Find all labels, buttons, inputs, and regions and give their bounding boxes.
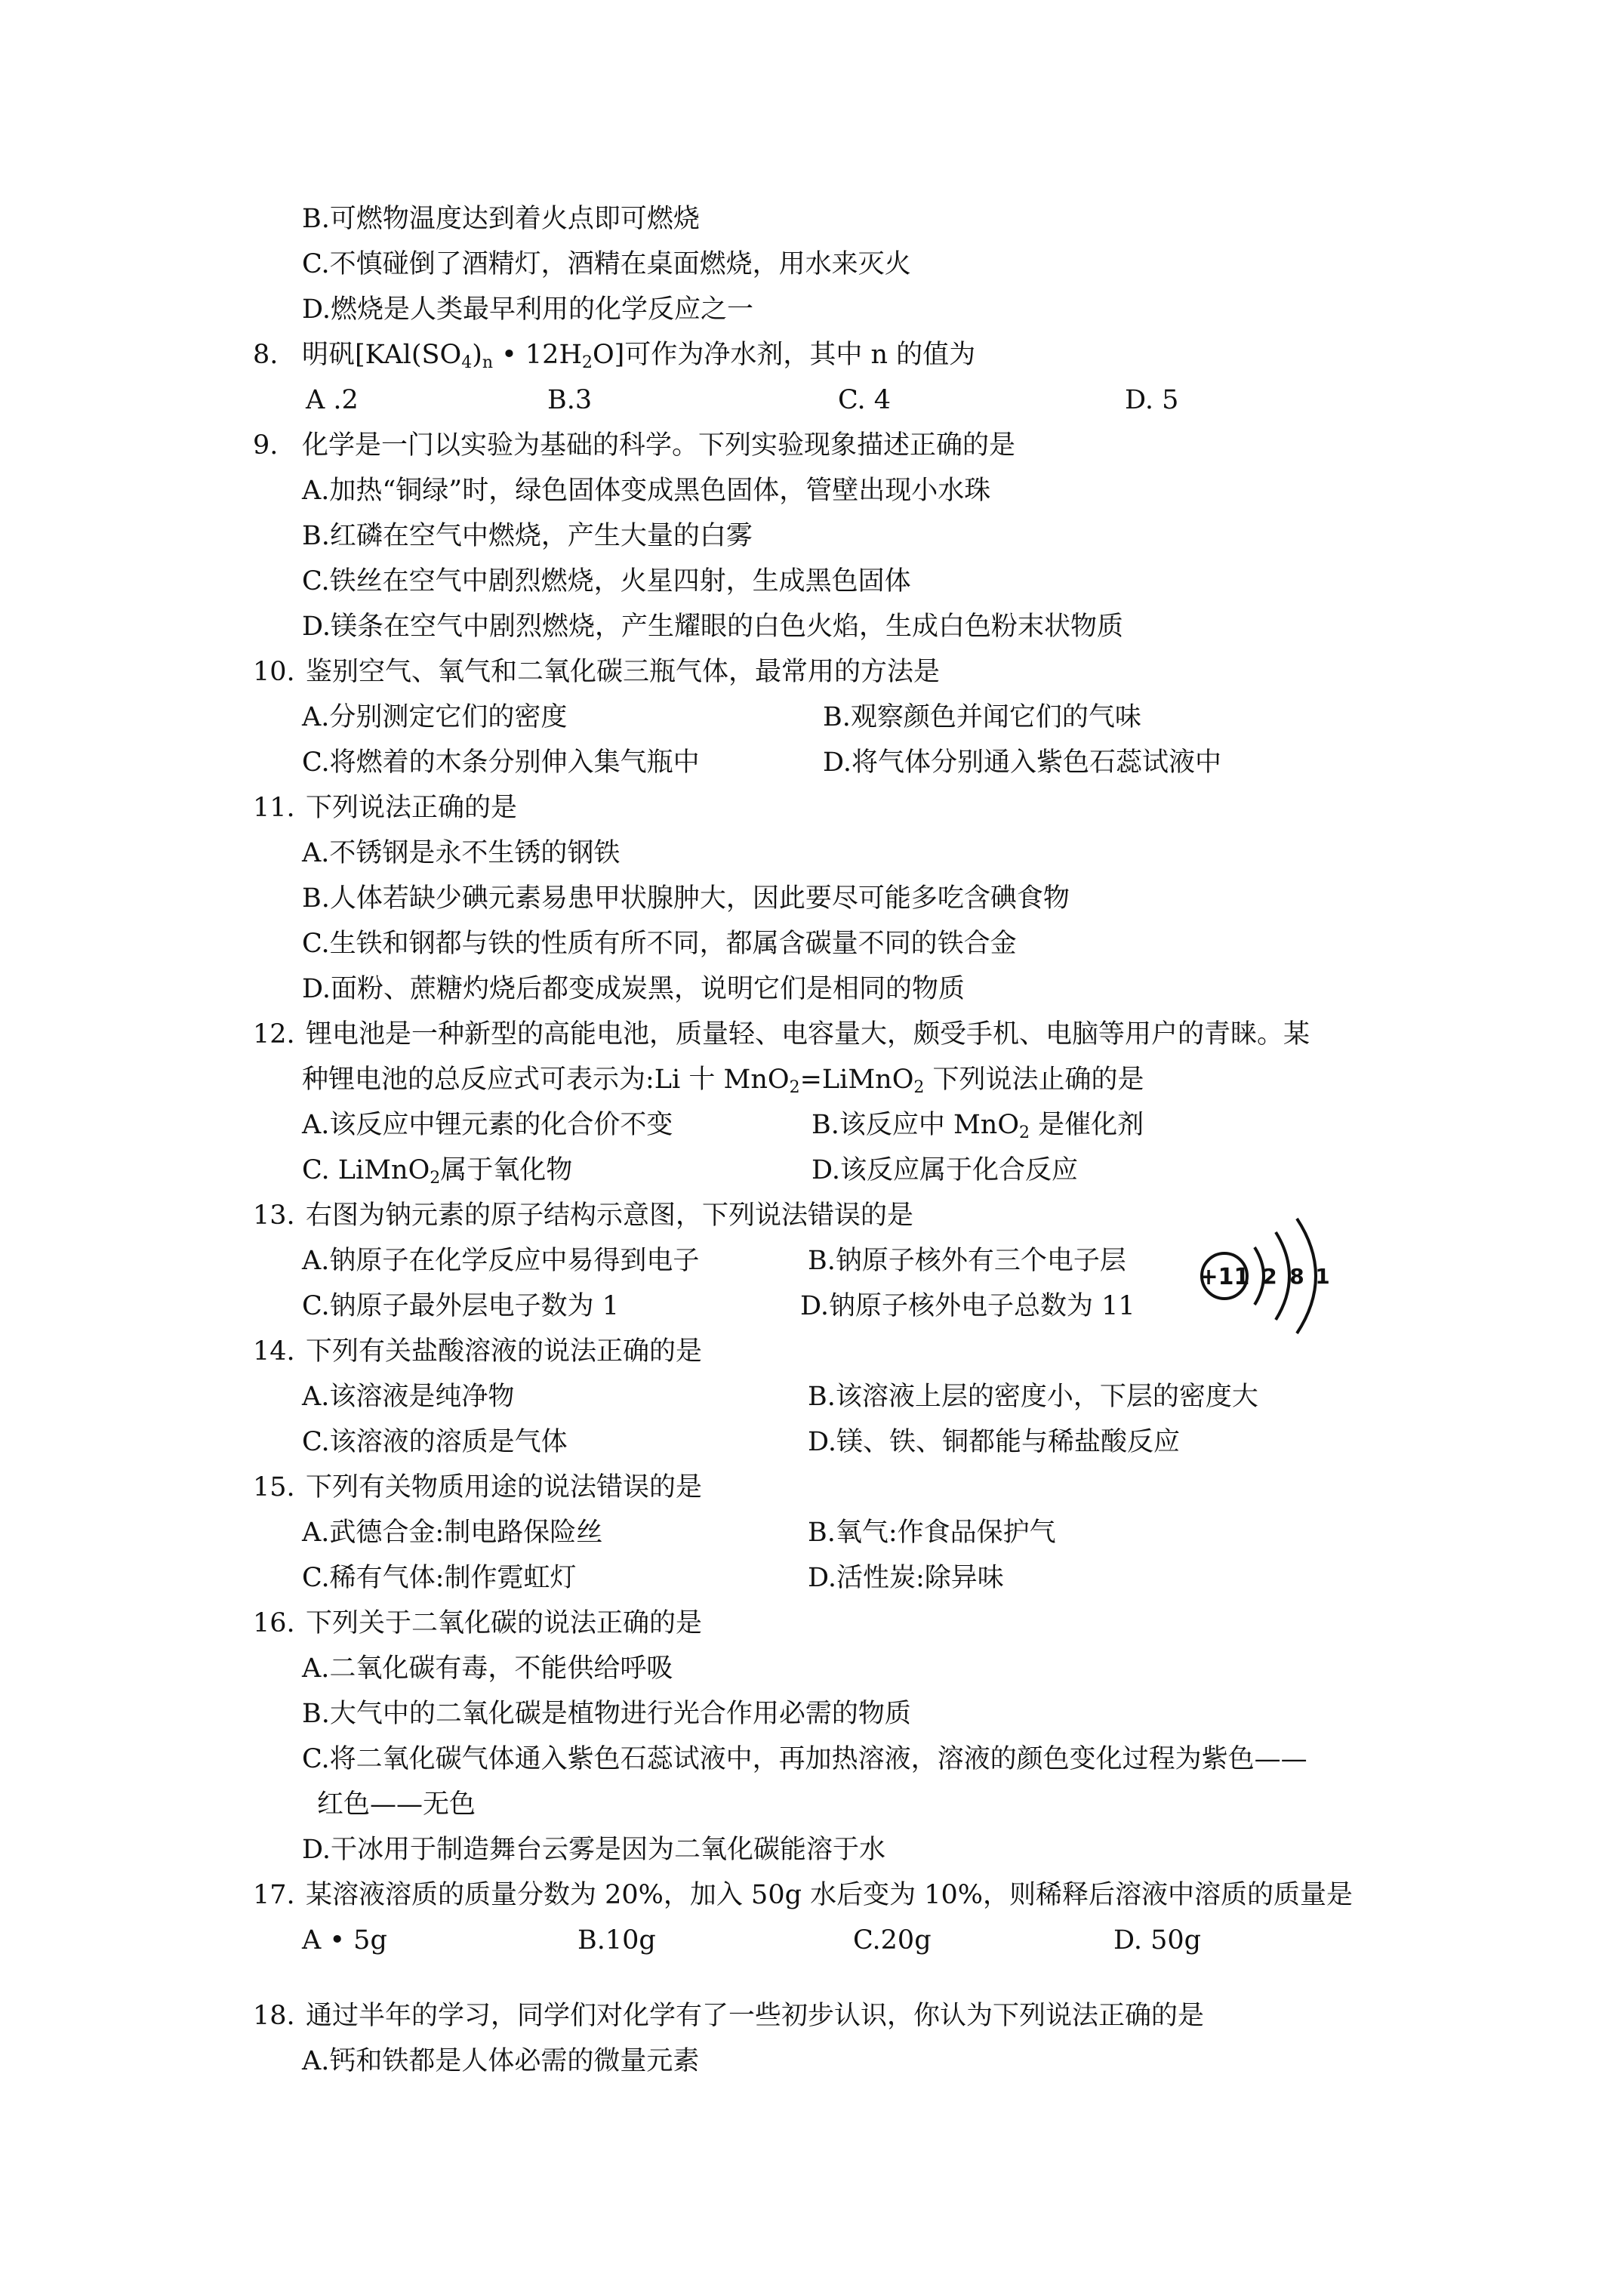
- q17-number: 17.: [253, 1880, 295, 1910]
- q16-number: 16.: [253, 1608, 295, 1638]
- q16-option-c-line1: C.将二氧化碳气体通入紫色石蕊试液中，再加热溶液，溶液的颜色变化过程为紫色——: [302, 1744, 1307, 1774]
- q18-option-a: A.钙和铁都是人体必需的微量元素: [302, 2046, 700, 2076]
- q13-option-d: D.钠原子核外电子总数为 11: [800, 1291, 1135, 1321]
- q14-option-c: C.该溶液的溶质是气体: [302, 1427, 568, 1457]
- q16-option-c-line2: 红色——无色: [317, 1789, 476, 1820]
- q13-stem: 右图为钠元素的原子结构示意图，下列说法错误的是: [306, 1200, 914, 1231]
- q15-option-a: A.武德合金:制电路保险丝: [302, 1518, 603, 1548]
- q12-option-d: D.该反应属于化合反应: [812, 1155, 1078, 1185]
- q9-option-b: B.红磷在空气中燃烧，产生大量的白雾: [302, 521, 753, 551]
- nucleus-charge-label: +11: [1199, 1264, 1250, 1290]
- q10-option-b: B.观察颜色并闻它们的气味: [823, 702, 1141, 732]
- q13-number: 13.: [253, 1200, 295, 1231]
- q10-stem: 鉴别空气、氧气和二氧化碳三瓶气体，最常用的方法是: [306, 657, 941, 687]
- q17-option-a: A • 5g: [302, 1925, 387, 1955]
- q13-option-c: C.钠原子最外层电子数为 1: [302, 1291, 620, 1321]
- shell-1-electron-count: 2: [1262, 1264, 1277, 1289]
- q12-option-c: C. LiMnO$_2$属于氧化物: [302, 1155, 573, 1188]
- q9-option-d: D.镁条在空气中剧烈燃烧，产生耀眼的白色火焰，生成白色粉末状物质: [302, 612, 1123, 642]
- q8-stem: 明矾[$KAl(SO_4)_n$ • $12H_2O$]可作为净水剂，其中 n 的值为: [302, 340, 976, 372]
- q11-option-d: D.面粉、蔗糖灼烧后都变成炭黑，说明它们是相同的物质: [302, 974, 965, 1004]
- q12-stem-line1: 锂电池是一种新型的高能电池，质量轻、电容量大，颇受手机、电脑等用户的青睐。某: [306, 1019, 1310, 1049]
- q16-option-a: A.二氧化碳有毒，不能供给呼吸: [302, 1653, 673, 1684]
- q15-number: 15.: [253, 1472, 295, 1502]
- q8-number: 8.: [253, 340, 279, 370]
- q12-number: 12.: [253, 1019, 295, 1049]
- q18-number: 18.: [253, 2001, 295, 2031]
- q9-option-c: C.铁丝在空气中剧烈燃烧，火星四射，生成黑色固体: [302, 566, 911, 596]
- q13-option-a: A.钠原子在化学反应中易得到电子: [302, 1246, 700, 1276]
- q16-option-d: D.干冰用于制造舞台云雾是因为二氧化碳能溶于水: [302, 1835, 885, 1865]
- q16-option-b: B.大气中的二氧化碳是植物进行光合作用必需的物质: [302, 1699, 911, 1729]
- q10-option-d: D.将气体分别通入紫色石蕊试液中: [823, 747, 1221, 778]
- q12-stem-line2: 种锂电池的总反应式可表示为:Li 十 MnO$_2$=LiMnO$_2$ 下列说法止确的是: [302, 1065, 1144, 1097]
- q9-number: 9.: [253, 430, 279, 461]
- q9-stem: 化学是一门以实验为基础的科学。下列实验现象描述正确的是: [302, 430, 1016, 461]
- q11-option-c: C.生铁和钢都与铁的性质有所不同，都属含碳量不同的铁合金: [302, 929, 1017, 959]
- sodium-atom-structure-diagram: [1193, 1208, 1344, 1336]
- q14-option-b: B.该溶液上层的密度小，下层的密度大: [808, 1382, 1258, 1412]
- q8-option-d: D. 5: [1125, 385, 1179, 415]
- q17-option-b: B.10g: [577, 1925, 656, 1955]
- q10-option-c: C.将燃着的木条分别伸入集气瓶中: [302, 747, 700, 778]
- q11-option-a: A.不锈钢是永不生锈的钢铁: [302, 838, 621, 868]
- q7-option-d: D.燃烧是人类最早利用的化学反应之一: [302, 294, 753, 325]
- q14-option-d: D.镁、铁、铜都能与稀盐酸反应: [808, 1427, 1180, 1457]
- q18-stem: 通过半年的学习，同学们对化学有了一些初步认识，你认为下列说法正确的是: [306, 2001, 1205, 2031]
- electron-shell-2-arc: [1276, 1232, 1289, 1320]
- q14-number: 14.: [253, 1336, 295, 1367]
- shell-3-electron-count: 1: [1315, 1264, 1330, 1289]
- q12-option-b: B.该反应中 MnO$_2$ 是催化剂: [812, 1110, 1144, 1142]
- q13-option-b: B.钠原子核外有三个电子层: [808, 1246, 1126, 1276]
- q8-option-a: A .2: [306, 385, 359, 415]
- q11-number: 11.: [253, 793, 295, 823]
- q15-option-b: B.氧气:作食品保护气: [808, 1518, 1056, 1548]
- q14-stem: 下列有关盐酸溶液的说法正确的是: [306, 1336, 703, 1367]
- q15-stem: 下列有关物质用途的说法错误的是: [306, 1472, 703, 1502]
- q15-option-c: C.稀有气体:制作霓虹灯: [302, 1563, 577, 1593]
- shell-2-electron-count: 8: [1289, 1264, 1304, 1289]
- q14-option-a: A.该溶液是纯净物: [302, 1382, 515, 1412]
- q9-option-a: A.加热“铜绿”时，绿色固体变成黑色固体，管壁出现小水珠: [302, 476, 991, 506]
- q16-stem: 下列关于二氧化碳的说法正确的是: [306, 1608, 703, 1638]
- q11-stem: 下列说法正确的是: [306, 793, 518, 823]
- q11-option-b: B.人体若缺少碘元素易患甲状腺肿大，因此要尽可能多吃含碘食物: [302, 883, 1070, 914]
- q8-option-b: B.3: [547, 385, 593, 415]
- q7-option-c: C.不慎碰倒了酒精灯，酒精在桌面燃烧，用水来灭火: [302, 249, 911, 279]
- q15-option-d: D.活性炭:除异味: [808, 1563, 1004, 1593]
- q17-option-d: D. 50g: [1113, 1925, 1202, 1955]
- q17-stem: 某溶液溶质的质量分数为 20%，加入 50g 水后变为 10%，则稀释后溶液中溶质的质量是: [306, 1880, 1354, 1910]
- q12-option-a: A.该反应中锂元素的化合价不变: [302, 1110, 673, 1140]
- q17-option-c: C.20g: [853, 1925, 932, 1955]
- q7-option-b: B.可燃物温度达到着火点即可燃烧: [302, 204, 700, 234]
- q8-option-c: C. 4: [838, 385, 892, 415]
- q10-option-a: A.分别测定它们的密度: [302, 702, 568, 732]
- q10-number: 10.: [253, 657, 295, 687]
